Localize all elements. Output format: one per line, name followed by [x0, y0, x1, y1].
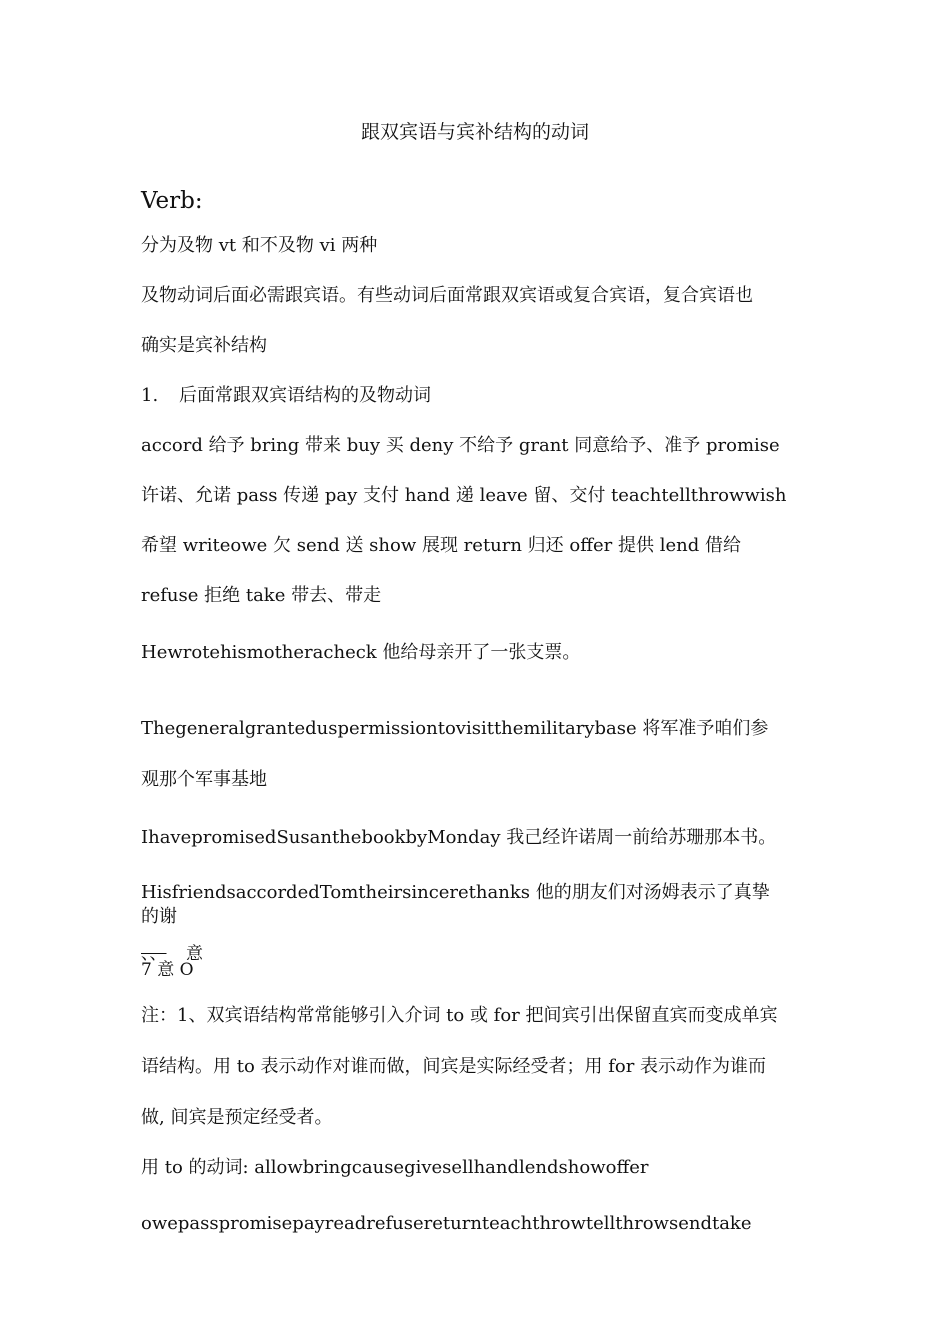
verb-list-line-4: refuse 拒绝 take 带去、带走 — [141, 585, 382, 606]
example-2-line-2: 观那个军事基地 — [141, 769, 267, 790]
list-item-text: 后面常跟双宾语结构的及物动词 — [179, 385, 431, 406]
example-1: Hewrotehismotheracheck 他给母亲开了一张支票。 — [141, 642, 581, 663]
verb-list-line-3: 希望 writeowe 欠 send 送 show 展现 return 归还 offer 提供 lend 借给 — [141, 535, 741, 556]
to-verbs-line-1: 用 to 的动词: allowbringcausegivesellhandlendshowoffer — [141, 1157, 649, 1178]
note-line-3: 做, 间宾是预定经受者。 — [141, 1107, 333, 1128]
page-title: 跟双宾语与宾补结构的动词 — [360, 121, 589, 143]
garbled-bottom: 7 意 O — [141, 960, 194, 980]
garbled-text-fragment — [141, 944, 203, 980]
note-line-2: 语结构。用 to 表示动作对谁而做，间宾是实际经受者；用 for 表示动作为谁而 — [141, 1056, 767, 1077]
intro-line-1: 分为及物 vt 和不及物 vi 两种 — [141, 235, 378, 256]
list-item-1 — [141, 384, 431, 408]
note-line-1: 注：1、双宾语结构常常能够引入介词 to 或 for 把间宾引出保留直宾而变成单宾 — [141, 1005, 778, 1026]
to-verbs-line-2: owepasspromisepayreadrefusereturnteachthrowtellthrowsendtake — [141, 1213, 752, 1234]
example-2-line-1: Thegeneralgranteduspermissiontovisitthemilitarybase 将军准予咱们参 — [141, 718, 769, 739]
example-4-line-1: HisfriendsaccordedTomtheirsincerethanks 他的朋友们对汤姆表示了真挚 — [141, 882, 770, 903]
list-item-number: 1. — [141, 385, 159, 406]
example-4-line-2: 的谢 — [141, 906, 177, 927]
verb-heading: Verb: — [141, 188, 203, 214]
verb-list-line-1: accord 给予 bring 带来 buy 买 deny 不给予 grant 同意给予、准予 promise — [141, 435, 780, 456]
garbled-top: 意 — [186, 944, 203, 964]
example-3: IhavepromisedSusanthebookbyMonday 我己经许诺周一前给苏珊那本书。 — [141, 827, 777, 848]
intro-line-2: 及物动词后面必需跟宾语。有些动词后面常跟双宾语或复合宾语，复合宾语也 — [141, 285, 753, 306]
garbled-strike: 、、 — [141, 944, 167, 964]
intro-line-3: 确实是宾补结构 — [141, 335, 267, 356]
verb-list-line-2: 许诺、允诺 pass 传递 pay 支付 hand 递 leave 留、交付 teachtellthrowwish — [141, 485, 787, 506]
